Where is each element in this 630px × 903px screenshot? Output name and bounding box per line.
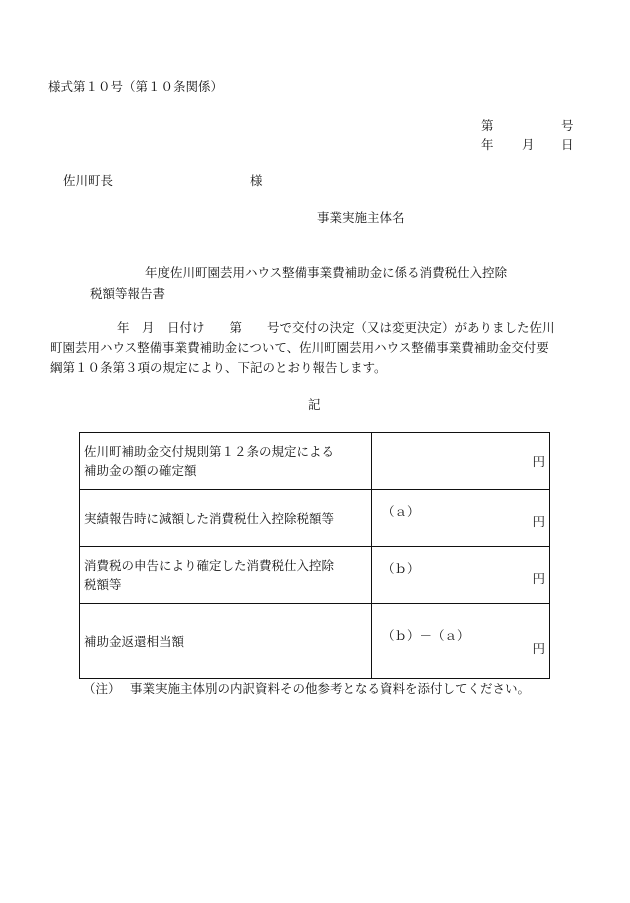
note-mark: （注） — [83, 681, 121, 696]
table-row — [80, 490, 550, 547]
body-paragraph — [50, 318, 586, 378]
body-line: 綱第１０条第３項の規定により、下記のとおり報告します。 — [50, 360, 387, 375]
row-label-line: 消費税の申告により確定した消費税仕入控除 — [84, 558, 335, 573]
row-label-line: 税額等 — [84, 577, 122, 592]
row-symbol: （ａ） — [382, 504, 420, 519]
date-day: 日 — [561, 137, 574, 152]
row-value-cell — [372, 604, 550, 679]
document-title-line2: 税額等報告書 — [90, 286, 166, 301]
yen-unit: 円 — [532, 454, 545, 469]
yen-unit: 円 — [532, 571, 545, 586]
row-label — [80, 547, 372, 604]
row-label-line: 補助金返還相当額 — [84, 633, 185, 649]
body-line: 年 月 日付け 第 号で交付の決定（又は変更決定）がありました佐川 — [117, 320, 555, 335]
date-year: 年 — [481, 137, 494, 152]
yen-unit: 円 — [532, 641, 545, 656]
table-row — [80, 547, 550, 604]
body-line: 町園芸用ハウス整備事業費補助金について、佐川町園芸用ハウス整備事業費補助金交付要 — [50, 340, 549, 355]
note-text: 事業実施主体別の内訳資料その他参考となる資料を添付してください。 — [130, 681, 531, 696]
ki-label: 記 — [308, 397, 321, 412]
doc-number-dai: 第 — [481, 118, 494, 133]
applicant-label: 事業実施主体名 — [317, 210, 405, 225]
row-symbol: （ｂ） — [382, 561, 420, 576]
row-label-line: 補助金の額の確定額 — [84, 463, 197, 478]
row-label — [80, 604, 372, 679]
table-row — [80, 604, 550, 679]
date-month: 月 — [522, 137, 535, 152]
form-number: 様式第１０号（第１０条関係） — [48, 79, 224, 94]
row-value-cell — [372, 547, 550, 604]
document-title-line1: 年度佐川町園芸用ハウス整備事業費補助金に係る消費税仕入控除 — [145, 265, 508, 280]
recipient-honorific: 様 — [250, 173, 263, 188]
row-label-line: 佐川町補助金交付規則第１２条の規定による — [84, 444, 335, 459]
table-row — [80, 433, 550, 490]
row-value-cell — [372, 433, 550, 490]
recipient-name: 佐川町長 — [63, 173, 114, 188]
report-table — [79, 432, 550, 679]
row-label — [80, 433, 372, 490]
row-label — [80, 490, 372, 547]
row-value-cell — [372, 490, 550, 547]
yen-unit: 円 — [532, 514, 545, 529]
row-symbol: （ｂ）－（ａ） — [382, 628, 470, 643]
doc-number-go: 号 — [561, 118, 574, 133]
row-label-line: 実績報告時に減額した消費税仕入控除税額等 — [84, 510, 335, 526]
